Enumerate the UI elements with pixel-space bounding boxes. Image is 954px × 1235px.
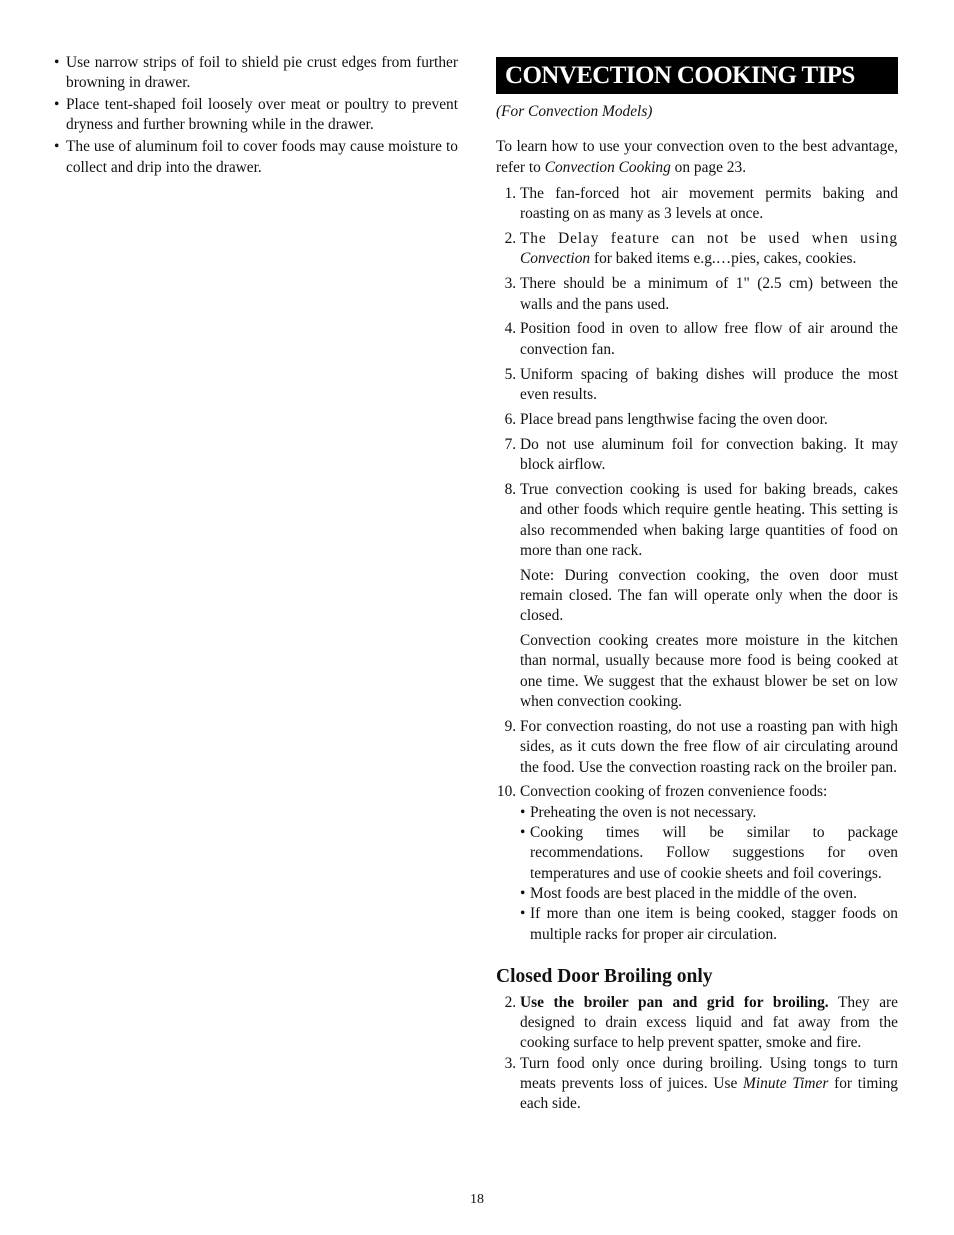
page-number: 18: [470, 1192, 484, 1207]
list-item: [496, 435, 898, 476]
tip-note: Convection cooking creates more moisture in the kitchen than normal, usually because more food is being cooked at one time. We suggest that the exhaust blower be set on low when convection cooking.: [520, 632, 898, 711]
list-item: [496, 365, 898, 406]
broiling-list: [496, 993, 898, 1115]
sub-tip-text: If more than one item is being cooked, stagger foods on multiple racks for proper air circulation.: [530, 905, 898, 943]
item-number: 5.: [504, 365, 517, 383]
foil-tip-text: Use narrow strips of foil to shield pie crust edges from further browning in drawer.: [66, 54, 458, 92]
tip-text: The Delay feature can not be used when using Convection for baked items e.g.…pies, cakes, cookies.: [520, 230, 898, 268]
foil-tip-text: The use of aluminum foil to cover foods may cause moisture to collect and drip into the drawer.: [66, 138, 458, 176]
left-column: [54, 53, 458, 180]
tip-note: Note: During convection cooking, the oven door must remain closed. The fan will operate only when the door is closed.: [520, 566, 898, 625]
tip-text: Uniform spacing of baking dishes will produce the most even results.: [520, 365, 898, 403]
tip-text: Place bread pans lengthwise facing the oven door.: [520, 410, 828, 428]
bullet-mark: •: [520, 824, 526, 842]
list-item: [496, 229, 898, 270]
item-number: 10.: [496, 783, 517, 801]
section-heading-broiling: Closed Door Broiling only: [496, 965, 713, 987]
tip-text: Convection cooking of frozen convenience foods:: [520, 783, 828, 801]
tip-text: There should be a minimum of 1" (2.5 cm) between the walls and the pans used.: [520, 275, 898, 313]
item-number: 8.: [504, 480, 517, 498]
right-column: [496, 57, 898, 1119]
bullet-mark: •: [520, 905, 526, 923]
foil-tip-text: Place tent-shaped foil loosely over meat or poultry to prevent dryness and further browning while in the drawer.: [66, 96, 458, 134]
broiling-text: Use the broiler pan and grid for broiling. They are designed to drain excess liquid and fat away from the cooking surface to help prevent spatter, smoke and fire.: [520, 993, 899, 1052]
bullet-mark: •: [520, 803, 526, 821]
list-item: [496, 993, 898, 1054]
bullet-mark: •: [520, 884, 526, 902]
intro-paragraph: [496, 137, 898, 178]
list-item: [496, 1054, 898, 1115]
list-item: [54, 53, 458, 94]
list-item: [520, 823, 898, 884]
item-number: 2.: [504, 230, 517, 248]
list-item: [496, 782, 898, 944]
item-number: 7.: [504, 435, 517, 453]
bullet-mark: •: [54, 96, 60, 114]
convection-tips-list: [496, 184, 898, 945]
list-item: [496, 319, 898, 360]
list-item: [496, 410, 898, 430]
sub-tip-text: Cooking times will be similar to package recommendations. Follow suggestions for oven temperatures and use of cookie sheets and foil coverings.: [530, 824, 898, 882]
tip-text: For convection roasting, do not use a roasting pan with high sides, as it cuts down the free flow of air circulating around the food. Use the convection roasting rack on the broiler pan.: [520, 717, 898, 776]
list-item: [520, 904, 898, 945]
item-number: 1.: [504, 184, 517, 202]
list-item: [496, 717, 898, 778]
list-item: [54, 95, 458, 136]
sub-tip-text: Preheating the oven is not necessary.: [530, 803, 757, 821]
intro-text: on page 23.: [670, 158, 747, 176]
section-subtitle: (For Convection Models): [496, 103, 653, 120]
item-number: 2.: [504, 993, 517, 1011]
list-item: [520, 884, 898, 904]
item-number: 9.: [504, 717, 517, 735]
intro-reference: Convection Cooking: [544, 158, 671, 176]
list-item: [520, 803, 898, 823]
tip-text: True convection cooking is used for baking breads, cakes and other foods which require gentle heating. This setting is also recommended when baking large quantities of food on more than one rack.: [520, 480, 898, 559]
bullet-mark: •: [54, 138, 60, 156]
list-item: [496, 480, 898, 712]
item-number: 6.: [504, 410, 517, 428]
tip-text: The fan-forced hot air movement permits baking and roasting on as many as 3 levels at once.: [520, 184, 898, 223]
list-item: [54, 137, 458, 178]
list-item: [496, 184, 898, 225]
bullet-mark: •: [54, 54, 60, 71]
list-item: [496, 274, 898, 315]
item-number: 4.: [504, 320, 517, 338]
item-number: 3.: [504, 275, 517, 293]
tip-text: Position food in oven to allow free flow of air around the convection fan.: [520, 320, 898, 358]
frozen-foods-list: [520, 803, 898, 945]
section-title-convection: CONVECTION COOKING TIPS: [496, 57, 898, 94]
tip-text: Do not use aluminum foil for convection baking. It may block airflow.: [520, 435, 898, 474]
sub-tip-text: Most foods are best placed in the middle of the oven.: [530, 884, 857, 902]
intro-text: To learn how to use your convection oven to the best advantage, refer to: [496, 138, 898, 176]
broiling-text: Turn food only once during broiling. Using tongs to turn meats prevents loss of juices. Use Minute Timer for timing each side.: [520, 1054, 898, 1113]
item-number: 3.: [504, 1054, 517, 1072]
